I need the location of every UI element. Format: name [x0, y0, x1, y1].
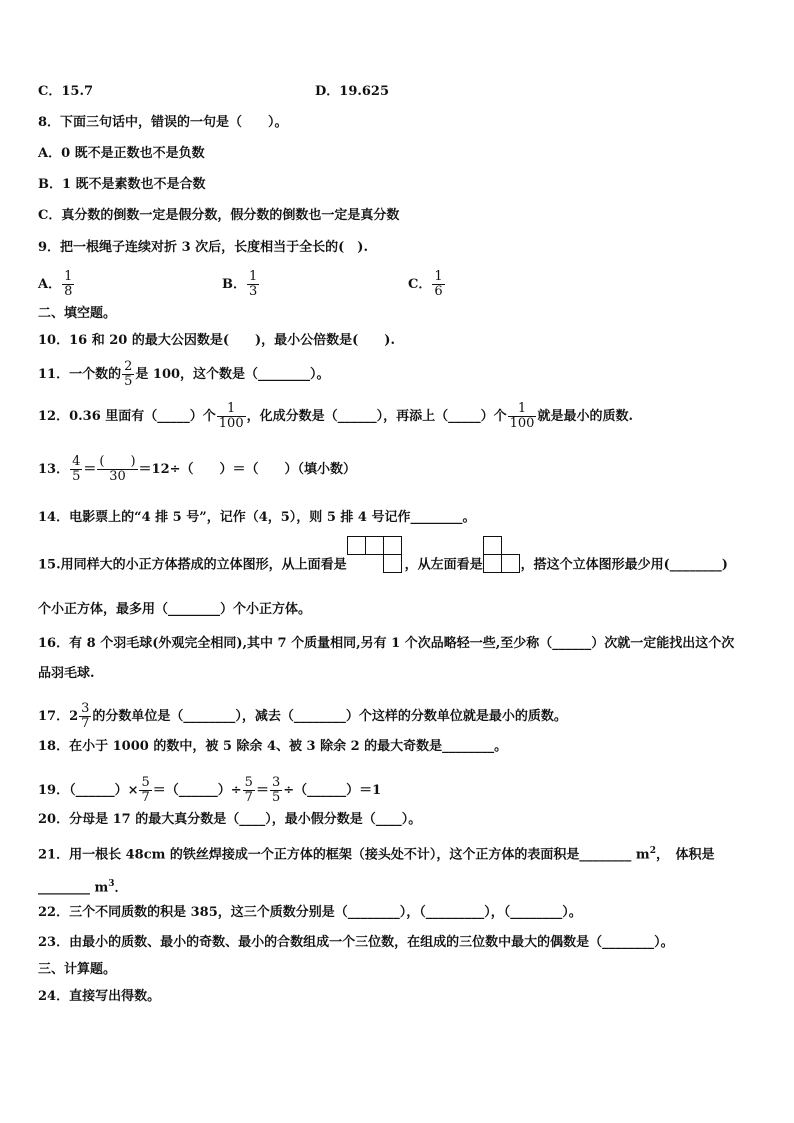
q8-option-b: B．1 既不是素数也不是合数	[38, 177, 206, 192]
left-view-figure	[483, 536, 521, 574]
q19: 19．（______）× $\frac{5}{7}$ ＝（______）÷ $\frac{5}{7}$ ＝ $\frac{3}{5}$ ÷（______）＝1	[38, 775, 382, 805]
q9-option-b	[222, 270, 260, 299]
fraction: $\frac{2}{5}$	[124, 359, 133, 389]
q17: 17．2 $\frac{3}{7}$ 的分数单位是（________），减去（________）个这样的分数单位就是最小的质数。	[38, 701, 567, 731]
q16-line2: 品羽毛球.	[38, 666, 95, 681]
section-3-title: 三、计算题。	[38, 962, 117, 977]
q9-option-a	[38, 270, 75, 299]
q24: 24．直接写出得数。	[38, 989, 161, 1004]
fraction: $\frac{3}{5}$	[271, 775, 281, 805]
q21-line1: 21．用一根长 48cm 的铁丝焊接成一个正方体的框架（接头处不计），这个正方体的表面积是________ $m^2$， 体积是	[38, 846, 715, 863]
fraction: $\frac{5}{7}$	[244, 775, 253, 805]
q23: 23．由最小的质数、最小的奇数、最小的合数组成一个三位数，在组成的三位数中最大的偶数是（________）。	[38, 935, 674, 950]
q15-line1: 15.用同样大的小正方体搭成的立体图形，从上面看是 ，从左面看是 ，搭这个立体图形最少用(________)	[38, 556, 728, 574]
q10: 10．16 和 20 的最大公因数是( )，最小公倍数是( ).	[38, 333, 395, 348]
q9-b-label: B．	[222, 277, 246, 292]
q11: 11．一个数的 $\frac{2}{5}$ 是 100，这个数是（________）。	[38, 359, 330, 389]
fraction: $\frac{5}{7}$	[141, 775, 150, 805]
fraction: $\frac{3}{7}$	[81, 701, 90, 731]
q7-option-d: D．19.625	[315, 84, 390, 99]
fraction: $\frac{1}{3}$	[249, 269, 258, 299]
q22: 22．三个不同质数的积是 385，这三个质数分别是（________），（_________），（________）。	[38, 905, 582, 920]
q16-line1: 16．有 8 个羽毛球(外观完全相同),其中 7 个质量相同,另有 1 个次品略轻一些,至少称（______）次就一定能找出这个次	[38, 636, 735, 651]
q20: 20．分母是 17 的最大真分数是（____），最小假分数是（____）。	[38, 812, 422, 827]
q9-a-label: A．	[38, 277, 62, 292]
fraction: $\frac{1}{6}$	[434, 269, 443, 299]
q9-option-c	[408, 270, 446, 299]
fraction: $\frac{1}{100}$	[218, 401, 244, 431]
q13: 13． $\frac{4}{5}$ ＝ ( ) 30 ＝12÷（ ）＝（ ）（填小数）	[38, 454, 357, 484]
q18: 18．在小于 1000 的数中，被 5 除余 4、被 3 除余 2 的最大奇数是________。	[38, 739, 508, 754]
q7-option-c: C．15.7	[38, 84, 94, 99]
fraction: $\frac{1}{100}$	[509, 401, 535, 431]
fraction: $\frac{4}{5}$	[72, 454, 81, 484]
q8-stem: 8．下面三句话中，错误的一句是（ ）。	[38, 115, 288, 130]
q12: 12．0.36 里面有（_____）个 $\frac{1}{100}$ ，化成分数是（______），再添上（_____）个 $\frac{1}{100}$ 就是最小的质数.	[38, 401, 633, 431]
q9-c-label: C．	[408, 277, 432, 292]
q8-option-a: A．0 既不是正数也不是负数	[38, 146, 205, 161]
q8-option-c: C．真分数的倒数一定是假分数，假分数的倒数也一定是真分数	[38, 208, 400, 223]
q21-line2: ________ $m^3$．	[38, 879, 128, 896]
fraction: $\frac{1}{8}$	[64, 269, 73, 299]
top-view-figure	[347, 536, 405, 574]
section-2-title: 二、填空题。	[38, 306, 117, 321]
q9-stem: 9．把一根绳子连续对折 3 次后，长度相当于全长的( ).	[38, 240, 368, 255]
q15-line2: 个小正方体，最多用（________）个小正方体。	[38, 602, 312, 617]
fraction: ( ) 30	[99, 454, 136, 484]
q14: 14．电影票上的“4 排 5 号”，记作（4，5），则 5 排 4 号记作________。	[38, 510, 476, 525]
